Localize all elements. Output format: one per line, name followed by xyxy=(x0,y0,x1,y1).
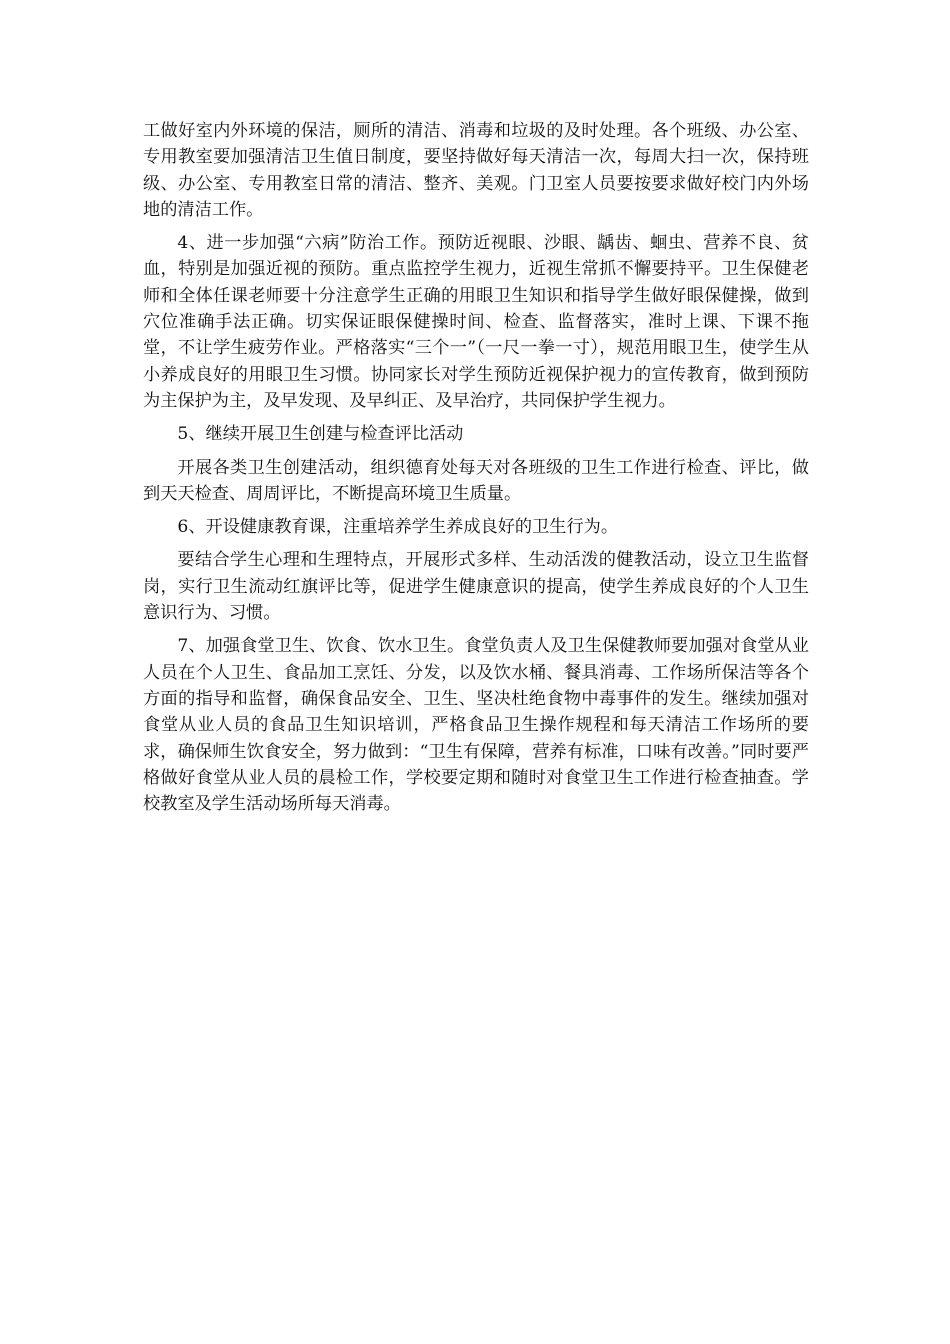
paragraph-item-5-body: 开展各类卫生创建活动，组织德育处每天对各班级的卫生工作进行检查、评比，做到天天检查、周周评比，不断提高环境卫生质量。 xyxy=(143,457,809,504)
paragraph-item-6-body: 要结合学生心理和生理特点，开展形式多样、生动活泼的健教活动，设立卫生监督岗，实行卫生流动红旗评比等，促进学生健康意识的提高，使学生养成良好的个人卫生意识行为、习惯。 xyxy=(143,550,809,624)
paragraph-item-5-heading: 5、继续开展卫生创建与检查评比活动 xyxy=(177,424,464,445)
paragraph-continued-cleaning: 工做好室内外环境的保洁，厕所的清洁、消毒和垃圾的及时处理。各个班级、办公室、专用教室要加强清洁卫生值日制度，要坚持做好每天清洁一次，每周大扫一次，保持班级、办公室、专用教室日常的清洁、整齐、美观。门卫室人员要按要求做好校门内外场地的清洁工作。 xyxy=(143,121,809,220)
paragraph-item-6-heading: 6、开设健康教育课，注重培养学生养成良好的卫生行为。 xyxy=(177,517,619,538)
document-body xyxy=(143,118,809,824)
paragraph-item-7-canteen-hygiene: 7、加强食堂卫生、饮食、饮水卫生。食堂负责人及卫生保健教师要加强对食堂从业人员在个人卫生、食品加工烹饪、分发，以及饮水桶、餐具消毒、工作场所保洁等各个方面的指导和监督，确保食品安全、卫生、坚决杜绝食物中毒事件的发生。继续加强对食堂从业人员的食品卫生知识培训，严格食品卫生操作规程和每天清洁工作场所的要求，确保师生饮食安全，努力做到：“卫生有保障，营养有标准，口味有改善。”同时要严格做好食堂从业人员的晨检工作，学校要定期和随时对食堂卫生工作进行检查抽查。学校教室及学生活动场所每天消毒。 xyxy=(143,636,809,815)
paragraph-item-4-disease-prevention: 4、进一步加强“六病”防治工作。预防近视眼、沙眼、龋齿、蛔虫、营养不良、贫血，特别是加强近视的预防。重点监控学生视力，近视生常抓不懈要持平。卫生保健老师和全体任课老师要十分注意学生正确的用眼卫生知识和指导学生做好眼保健操，做到穴位准确手法正确。切实保证眼保健操时间、检查、监督落实，准时上课、下课不拖堂，不让学生疲劳作业。严格落实“三个一”（一尺一拳一寸），规范用眼卫生，使学生从小养成良好的用眼卫生习惯。协同家长对学生预防近视保护视力的宣传教育，做到预防为主保护为主，及早发现、及早纠正、及早治疗，共同保护学生视力。 xyxy=(143,233,809,411)
